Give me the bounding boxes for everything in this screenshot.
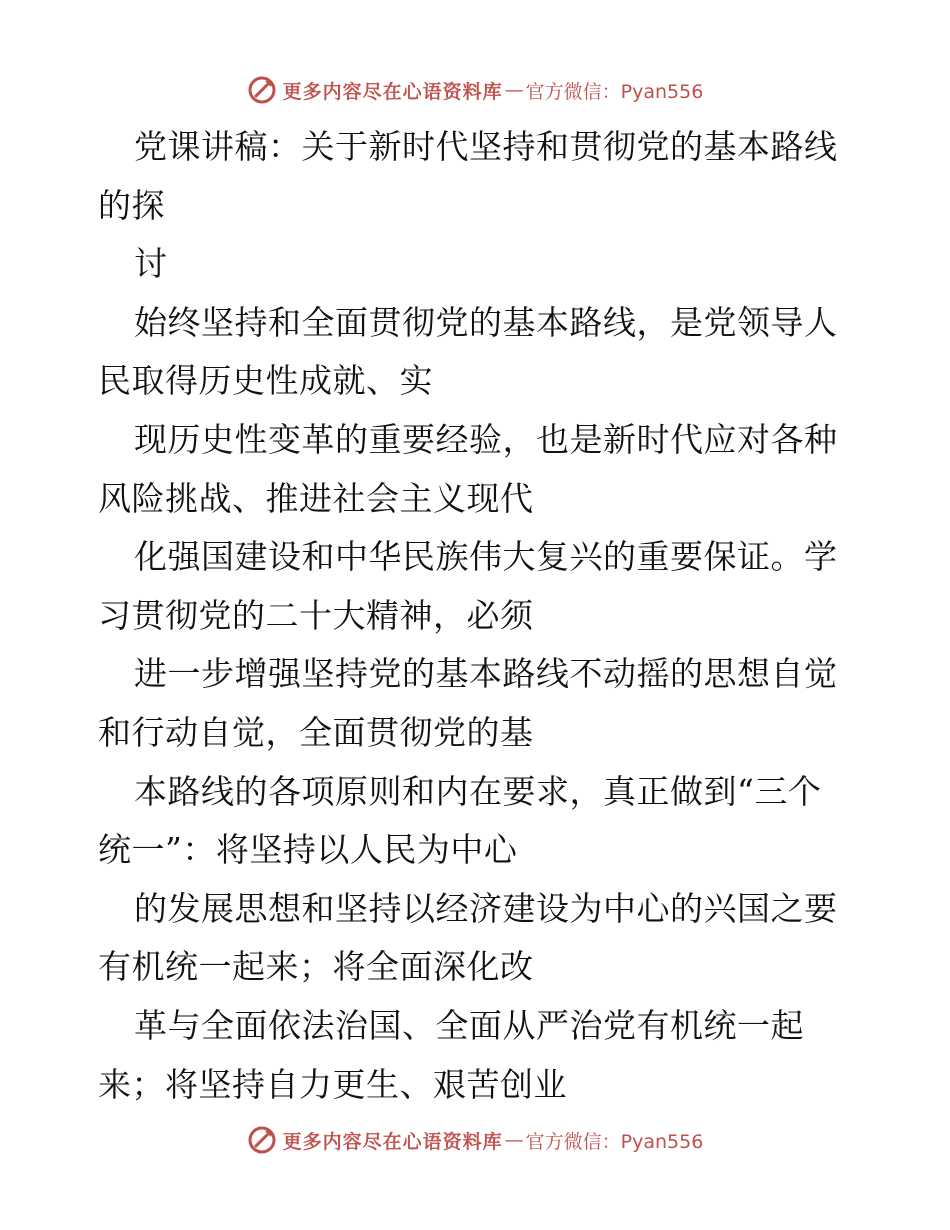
text-line: 现历史性变革的重要经验，也是新时代应对各种 (134, 419, 838, 459)
text-line: 始终坚持和全面贯彻党的基本路线，是党领导人 (134, 302, 838, 342)
text-line: 习贯彻党的二十大精神，必须 (98, 595, 534, 635)
quill-logo-icon (247, 75, 277, 105)
text-line: 和行动自觉，全面贯彻党的基 (98, 712, 534, 752)
text-line: 来；将坚持自力更生、艰苦创业 (98, 1064, 567, 1104)
text-line: 的探 (98, 185, 165, 225)
document-body (98, 118, 858, 1114)
banner-wechat-text: 官方微信：Pyan556 (525, 80, 704, 103)
text-line: 进一步增强坚持党的基本路线不动摇的思想自觉 (134, 654, 838, 694)
footer-watermark-banner (0, 1120, 950, 1160)
text-line: 化强国建设和中华民族伟大复兴的重要保证。学 (134, 537, 838, 577)
banner-main-text: 更多内容尽在心语资料库 (282, 80, 503, 103)
banner-wechat-text: 官方微信：Pyan556 (525, 1130, 704, 1153)
banner-dash: — (504, 1129, 524, 1151)
text-line: 统一”：将坚持以人民为中心 (98, 830, 518, 870)
text-line: 民取得历史性成就、实 (98, 361, 433, 401)
text-line: 风险挑战、推进社会主义现代 (98, 478, 534, 518)
quill-logo-icon (247, 1125, 277, 1155)
text-line: 党课讲稿：关于新时代坚持和贯彻党的基本路线 (134, 127, 838, 166)
text-line: 的发展思想和坚持以经济建设为中心的兴国之要 (134, 888, 838, 928)
header-watermark-banner (0, 70, 950, 110)
text-line: 讨 (134, 244, 168, 284)
banner-dash: — (504, 79, 524, 101)
text-line: 有机统一起来；将全面深化改 (98, 947, 534, 987)
text-line: 本路线的各项原则和内在要求，真正做到“三个 (134, 771, 822, 811)
text-line: 革与全面依法治国、全面从严治党有机统一起 (134, 1005, 804, 1045)
banner-main-text: 更多内容尽在心语资料库 (282, 1130, 503, 1153)
